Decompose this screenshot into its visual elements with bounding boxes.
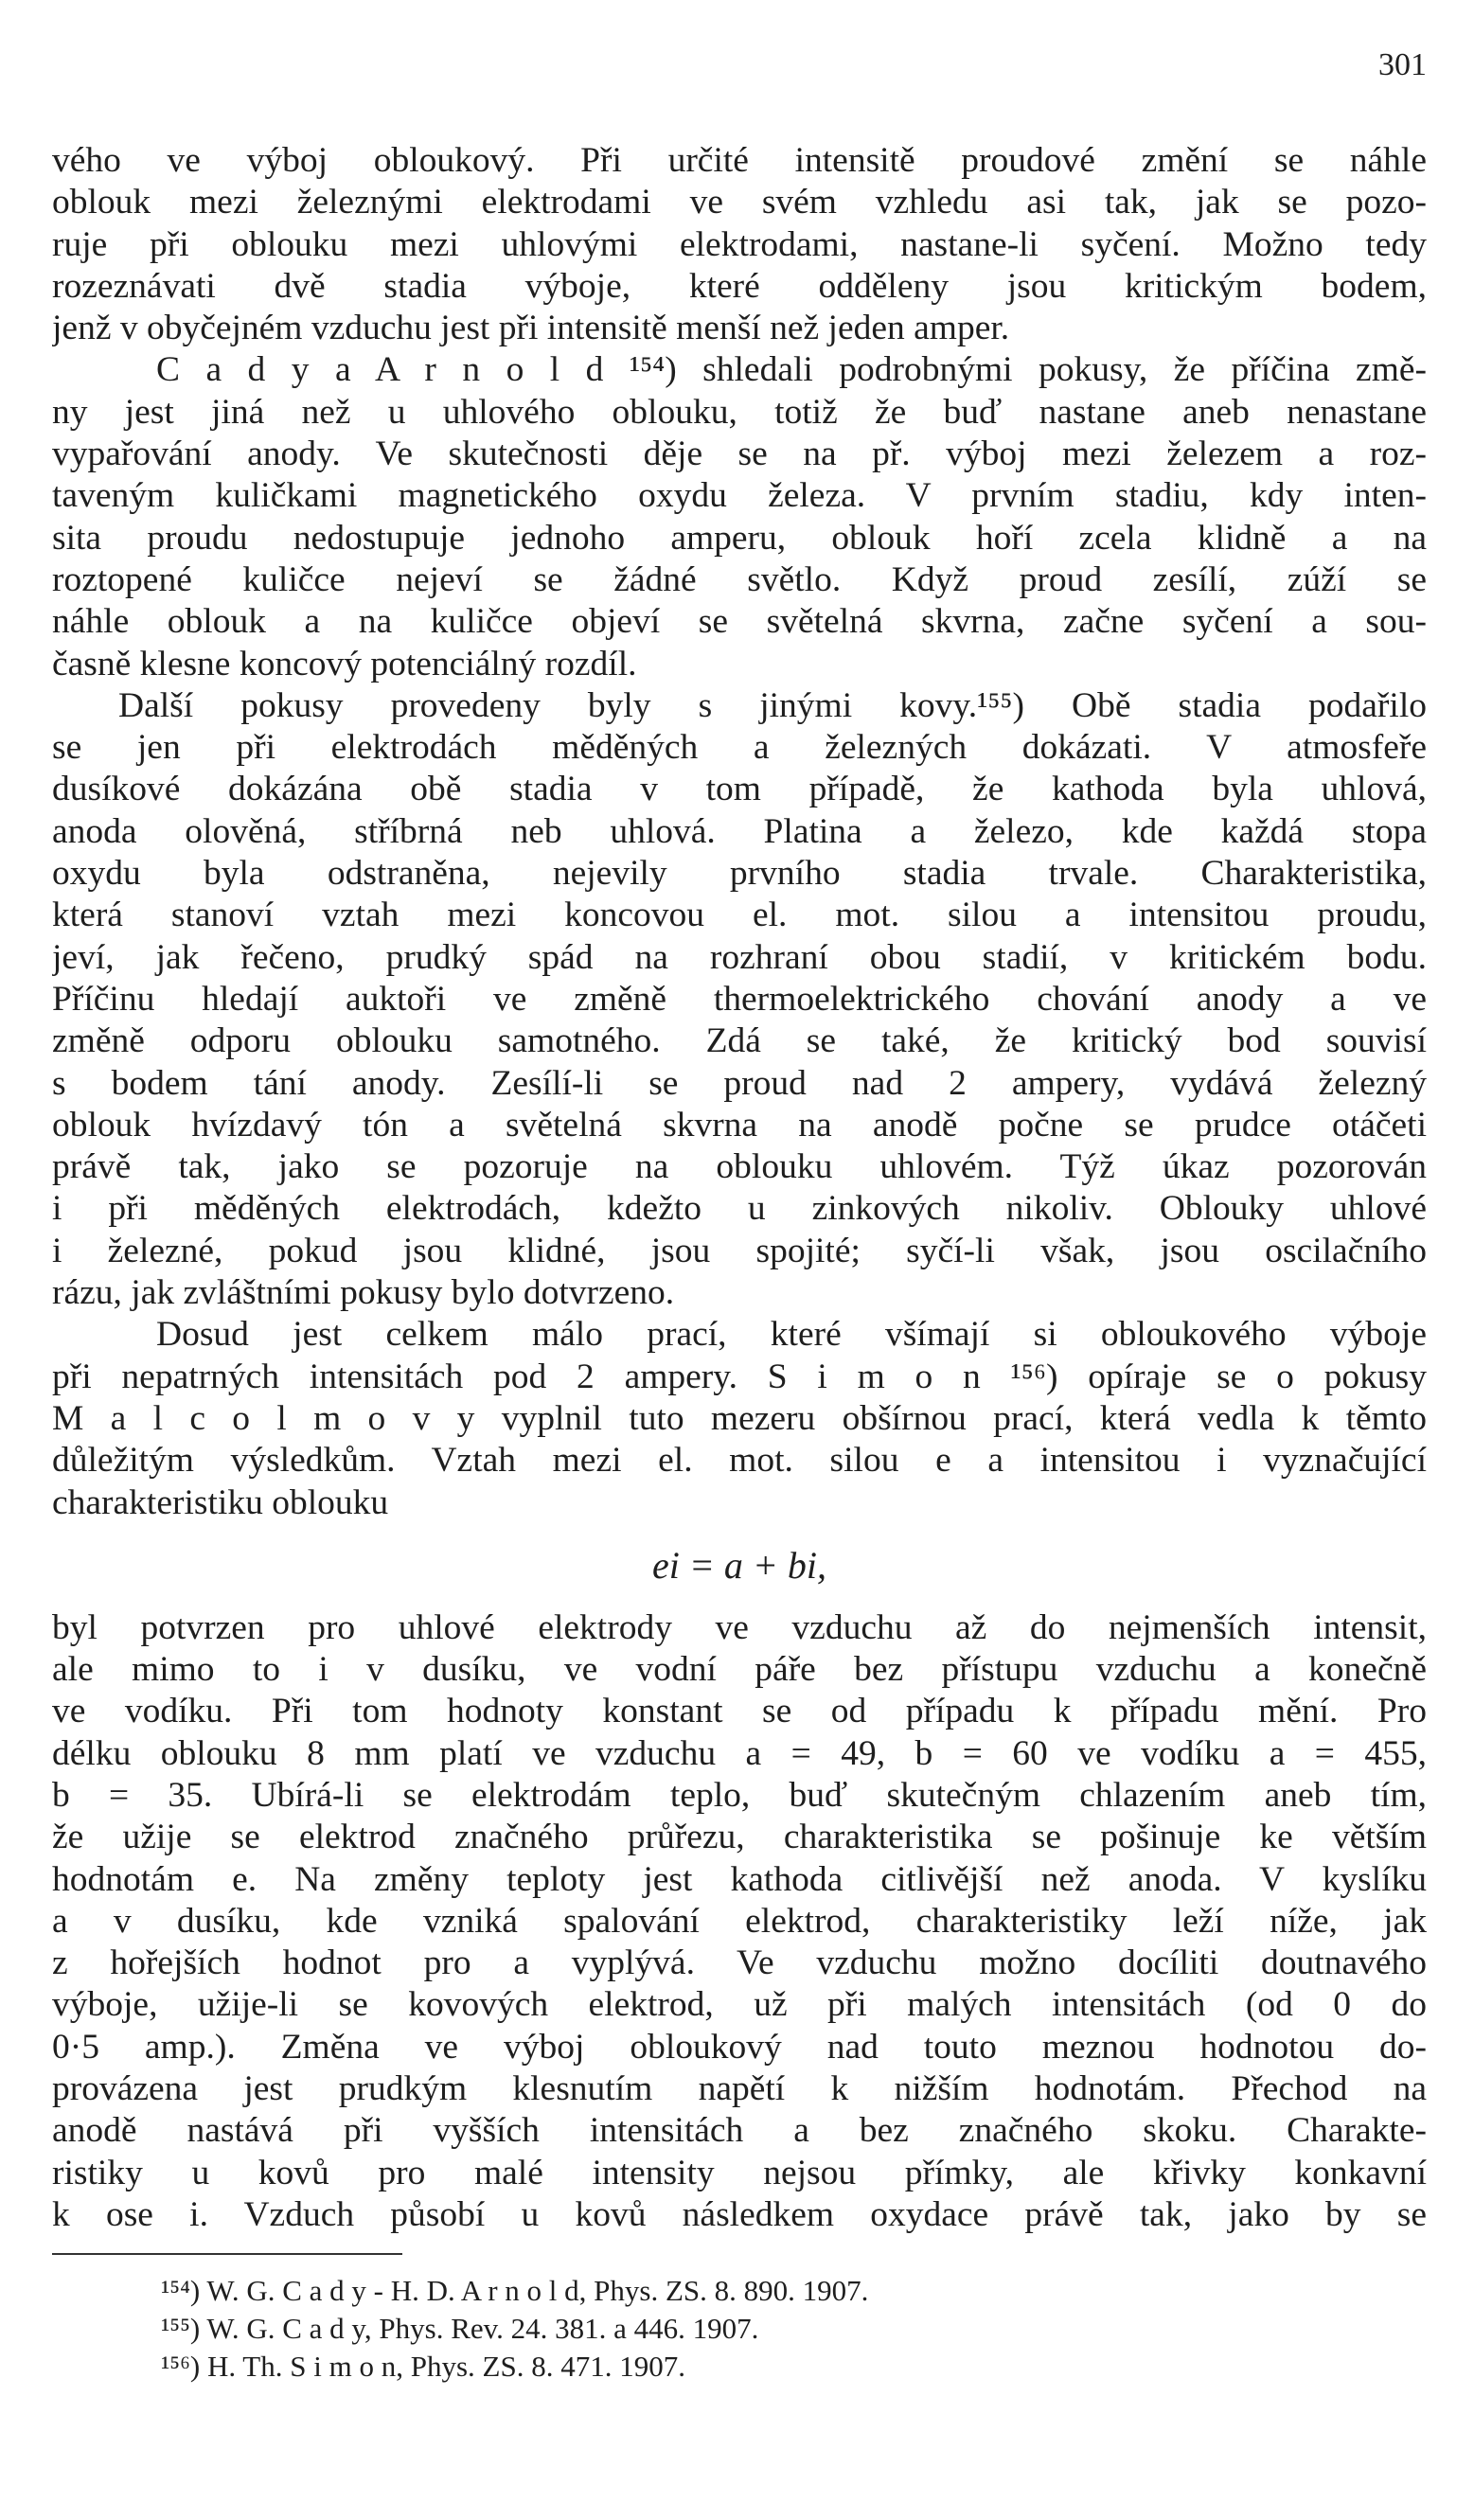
paragraph-1 [52, 140, 1427, 349]
text-line: Dosud jest celkem málo prací, které všímají si obloukového výboje [156, 1315, 1427, 1355]
text-line: C a d y a A r n o l d ¹⁵⁴) shledali podrobnými pokusy, že příčina změ- [156, 350, 1427, 390]
paragraph-4 [52, 1314, 1427, 1523]
text-line: provázena jest prudkým klesnutím napětí k nižším hodnotám. Přechod na [52, 2069, 1427, 2109]
text-line: hodnotám e. Na změny teploty jest kathoda citlivější než anoda. V kyslíku [52, 1859, 1427, 1899]
text-line: 0·5 amp.). Změna ve výboj obloukový nad touto meznou hodnotou do- [52, 2027, 1427, 2067]
text-line: k ose i. Vzduch působí u kovů následkem oxydace právě tak, jako by se [52, 2194, 1427, 2234]
text-line: časně klesne koncový potenciálný rozdíl. [52, 644, 637, 683]
text-line: důležitým výsledkům. Vztah mezi el. mot. silou e a intensitou i vyznačující [52, 1441, 1427, 1481]
text-line: a v dusíku, kde vzniká spalování elektrod, charakteristiky leží níže, jak [52, 1901, 1427, 1941]
text-line: rázu, jak zvláštními pokusy bylo dotvrzeno. [52, 1273, 675, 1313]
text-line: oblouk hvízdavý tón a světelná skvrna na anodě počne se prudce otáčeti [52, 1105, 1427, 1145]
footnote-divider [52, 2253, 402, 2255]
paragraph-5 [52, 1607, 1427, 2236]
text-line: výboje, užije-li se kovových elektrod, už při malých intensitách (od 0 do [52, 1985, 1427, 2025]
page-number: 301 [1378, 47, 1427, 82]
text-line: se jen při elektrodách měděných a železných dokázati. V atmosfeře [52, 728, 1427, 768]
text-line: oxydu byla odstraněna, nejevily prvního stadia trvale. Charakteristika, [52, 854, 1427, 894]
text-line: vého ve výboj obloukový. Při určité intensitě proudové změní se náhle [52, 141, 1427, 180]
text-line: ruje při oblouku mezi uhlovými elektrodami, nastane-li syčení. Možno tedy [52, 224, 1427, 264]
text-line: která stanoví vztah mezi koncovou el. mot. silou a intensitou proudu, [52, 896, 1427, 935]
text-line: charakteristiku oblouku [52, 1482, 389, 1522]
text-line: M a l c o l m o v y vyplnil tuto mezeru obšírnou prací, která vedla k těmto [52, 1398, 1427, 1438]
footnote-156: ¹⁵⁶) H. Th. S i m o n, Phys. ZS. 8. 471. 1907. [161, 2350, 685, 2383]
body-text [52, 140, 1427, 2236]
footnotes [161, 2272, 1392, 2386]
text-line: ristiky u kovů pro malé intensity nejsou přímky, ale křivky konkavní [52, 2153, 1427, 2192]
text-line: i železné, pokud jsou klidné, jsou spojité; syčí-li však, jsou oscilačního [52, 1231, 1427, 1270]
text-line: jeví, jak řečeno, prudký spád na rozhraní obou stadií, v kritickém bodu. [52, 937, 1427, 977]
text-line: ny jest jiná než u uhlového oblouku, totiž že buď nastane aneb nenastane [52, 392, 1427, 432]
text-line: anoda olověná, stříbrná neb uhlová. Platina a železo, kde každá stopa [52, 811, 1427, 851]
footnote-155: ¹⁵⁵) W. G. C a d y, Phys. Rev. 24. 381. a 446. 1907. [161, 2312, 759, 2345]
text-line: roztopené kuličce nejeví se žádné světlo. Když proud zesílí, zúží se [52, 559, 1427, 599]
text-line: Příčinu hledají auktoři ve změně thermoelektrického chování anody a ve [52, 979, 1427, 1019]
paragraph-3 [52, 685, 1427, 1314]
text-line: byl potvrzen pro uhlové elektrody ve vzduchu až do nejmenších intensit, [52, 1607, 1427, 1647]
text-line: že užije se elektrod značného průřezu, charakteristika se pošinuje ke větším [52, 1818, 1427, 1857]
text-line: délku oblouku 8 mm platí ve vzduchu a = 49, b = 60 ve vodíku a = 455, [52, 1733, 1427, 1773]
text-line: z hořejších hodnot pro a vyplývá. Ve vzduchu možno docíliti doutnavého [52, 1943, 1427, 1983]
text-line: ve vodíku. Při tom hodnoty konstant se od případu k případu mění. Pro [52, 1692, 1427, 1731]
text-line: oblouk mezi železnými elektrodami ve svém vzhledu asi tak, jak se pozo- [52, 183, 1427, 222]
text-line: i při měděných elektrodách, kdežto u zinkových nikoliv. Oblouky uhlové [52, 1189, 1427, 1229]
text-line: změně odporu oblouku samotného. Zdá se také, že kritický bod souvisí [52, 1021, 1427, 1061]
formula: ei = a + bi, [652, 1543, 826, 1587]
text-line: při nepatrných intensitách pod 2 ampery. S i m o n ¹⁵⁶) opíraje se o pokusy [52, 1357, 1427, 1396]
text-line: ale mimo to i v dusíku, ve vodní páře bez přístupu vzduchu a konečně [52, 1650, 1427, 1690]
text-line: Další pokusy provedeny byly s jinými kovy.¹⁵⁵) Obě stadia podařilo [118, 685, 1427, 725]
text-line: taveným kuličkami magnetického oxydu železa. V prvním stadiu, kdy inten- [52, 476, 1427, 516]
text-line: b = 35. Ubírá-li se elektrodám teplo, buď skutečným chlazením aneb tím, [52, 1775, 1427, 1815]
footnote-154: ¹⁵⁴) W. G. C a d y - H. D. A r n o l d, Phys. ZS. 8. 890. 1907. [161, 2274, 869, 2307]
text-line: vypařování anody. Ve skutečnosti děje se na př. výboj mezi železem a roz- [52, 435, 1427, 474]
paragraph-2 [52, 349, 1427, 684]
text-line: jenž v obyčejném vzduchu jest při intensitě menší než jeden amper. [52, 309, 1010, 348]
text-line: s bodem tání anody. Zesílí-li se proud nad 2 ampery, vydává železný [52, 1063, 1427, 1103]
text-line: náhle oblouk a na kuličce objeví se světelná skvrna, začne syčení a sou- [52, 602, 1427, 642]
text-line: dusíkové dokázána obě stadia v tom případě, že kathoda byla uhlová, [52, 770, 1427, 809]
text-line: sita proudu nedostupuje jednoho amperu, oblouk hoří zcela klidně a na [52, 518, 1427, 558]
text-line: anodě nastává při vyšších intensitách a bez značného skoku. Charakte- [52, 2111, 1427, 2151]
text-line: rozeznávati dvě stadia výboje, které odděleny jsou kritickým bodem, [52, 266, 1427, 306]
text-line: právě tak, jako se pozoruje na oblouku uhlovém. Týž úkaz pozorován [52, 1147, 1427, 1187]
